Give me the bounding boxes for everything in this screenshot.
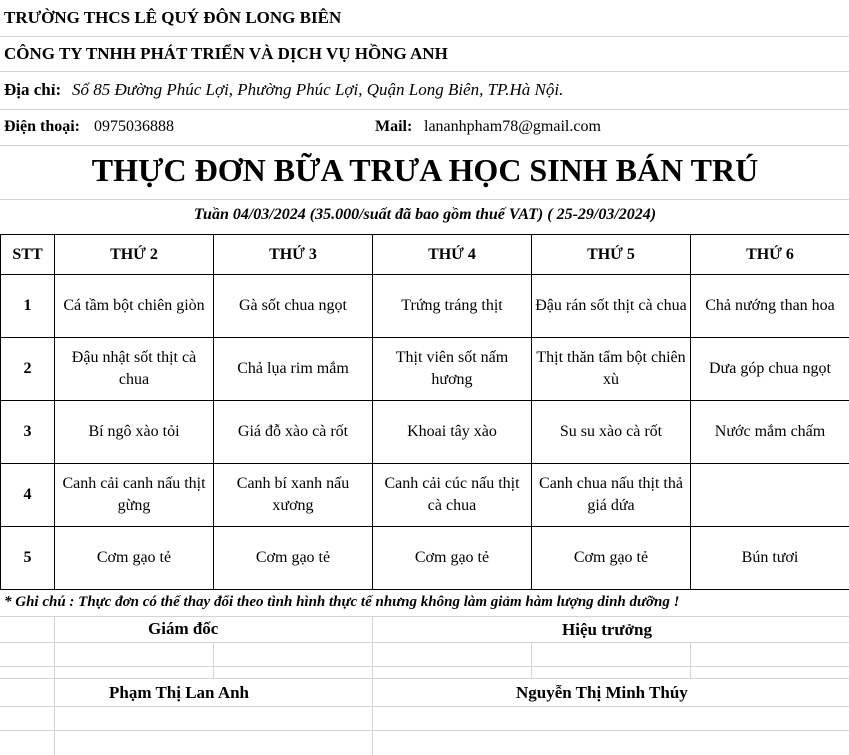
table-row <box>1 527 850 590</box>
address-value: Số 85 Đường Phúc Lợi, Phường Phúc Lợi, Quận Long Biên, TP.Hà Nội. <box>72 80 564 99</box>
phone-value: 0975036888 <box>94 118 174 135</box>
dish-cell: Canh cải canh nấu thịt gừng <box>55 464 214 527</box>
table-row <box>1 401 850 464</box>
title-row <box>0 146 850 200</box>
mail-value: lananhpham78@gmail.com <box>424 118 601 135</box>
header-day: THỨ 6 <box>691 235 850 275</box>
dish-cell: Chả lụa rim mắm <box>214 338 373 401</box>
dish-cell: Gà sốt chua ngọt <box>214 275 373 338</box>
dish-cell: Bí ngô xào tỏi <box>55 401 214 464</box>
company-row <box>0 37 850 72</box>
empty-row <box>0 731 850 755</box>
dish-cell: Cơm gạo tẻ <box>532 527 691 590</box>
dish-cell: Cơm gạo tẻ <box>214 527 373 590</box>
row-number: 2 <box>1 338 55 401</box>
menu-title: THỰC ĐƠN BỮA TRƯA HỌC SINH BÁN TRÚ <box>91 152 759 188</box>
note-row <box>0 589 850 617</box>
table-row <box>1 275 850 338</box>
row-number: 5 <box>1 527 55 590</box>
signature-space-row <box>0 667 850 679</box>
address-row <box>0 72 850 110</box>
dish-cell: Cơm gạo tẻ <box>373 527 532 590</box>
table-row <box>1 338 850 401</box>
principal-name: Nguyễn Thị Minh Thúy <box>516 683 688 702</box>
school-name: TRƯỜNG THCS LÊ QUÝ ĐÔN LONG BIÊN <box>4 8 342 27</box>
dish-cell: Trứng tráng thịt <box>373 275 532 338</box>
table-row <box>1 464 850 527</box>
phone-label: Điện thoại: <box>4 118 80 135</box>
row-number: 1 <box>1 275 55 338</box>
header-day: THỨ 2 <box>55 235 214 275</box>
dish-cell: Khoai tây xào <box>373 401 532 464</box>
director-title: Giám đốc <box>148 619 219 638</box>
principal-title: Hiệu trưởng <box>562 620 652 639</box>
header-day: THỨ 3 <box>214 235 373 275</box>
table-header-row <box>1 235 850 275</box>
menu-note: * Ghi chú : Thực đơn có thể thay đổi theo tình hình thực tế nhưng không làm giảm hàm lượng dinh dưỡng ! <box>4 594 680 610</box>
dish-cell: Chả nướng than hoa <box>691 275 850 338</box>
dish-cell: Thịt viên sốt nấm hương <box>373 338 532 401</box>
menu-subtitle: Tuần 04/03/2024 (35.000/suất đã bao gồm thuế VAT) ( 25-29/03/2024) <box>193 206 657 223</box>
row-number: 4 <box>1 464 55 527</box>
dish-cell: Đậu nhật sốt thịt cà chua <box>55 338 214 401</box>
dish-cell: Đậu rán sốt thịt cà chua <box>532 275 691 338</box>
dish-cell <box>691 464 850 527</box>
dish-cell: Su su xào cà rốt <box>532 401 691 464</box>
school-row <box>0 0 850 37</box>
contact-row <box>0 110 850 146</box>
dish-cell: Nước mắm chấm <box>691 401 850 464</box>
header-day: THỨ 4 <box>373 235 532 275</box>
signature-name-row <box>0 679 850 707</box>
gridline <box>372 617 373 755</box>
gridline <box>690 643 691 679</box>
signature-space-row <box>0 643 850 667</box>
dish-cell: Giá đỗ xào cà rốt <box>214 401 373 464</box>
header-day: THỨ 5 <box>532 235 691 275</box>
dish-cell: Dưa góp chua ngọt <box>691 338 850 401</box>
gridline <box>54 617 55 755</box>
gridline <box>531 643 532 679</box>
dish-cell: Canh bí xanh nấu xương <box>214 464 373 527</box>
address-label: Địa chỉ: <box>4 80 62 99</box>
row-number: 3 <box>1 401 55 464</box>
empty-row <box>0 707 850 731</box>
mail-label: Mail: <box>375 118 413 135</box>
header-stt: STT <box>1 235 55 275</box>
director-name: Phạm Thị Lan Anh <box>109 683 250 702</box>
dish-cell: Bún tươi <box>691 527 850 590</box>
gridline <box>213 643 214 679</box>
dish-cell: Cá tầm bột chiên giòn <box>55 275 214 338</box>
subtitle-row <box>0 200 850 234</box>
company-name: CÔNG TY TNHH PHÁT TRIỂN VÀ DỊCH VỤ HỒNG ANH <box>4 44 448 63</box>
signature-title-row <box>0 617 850 643</box>
dish-cell: Canh chua nấu thịt thả giá dứa <box>532 464 691 527</box>
menu-table <box>0 234 850 590</box>
dish-cell: Thịt thăn tẩm bột chiên xù <box>532 338 691 401</box>
dish-cell: Cơm gạo tẻ <box>55 527 214 590</box>
dish-cell: Canh cải cúc nấu thịt cà chua <box>373 464 532 527</box>
